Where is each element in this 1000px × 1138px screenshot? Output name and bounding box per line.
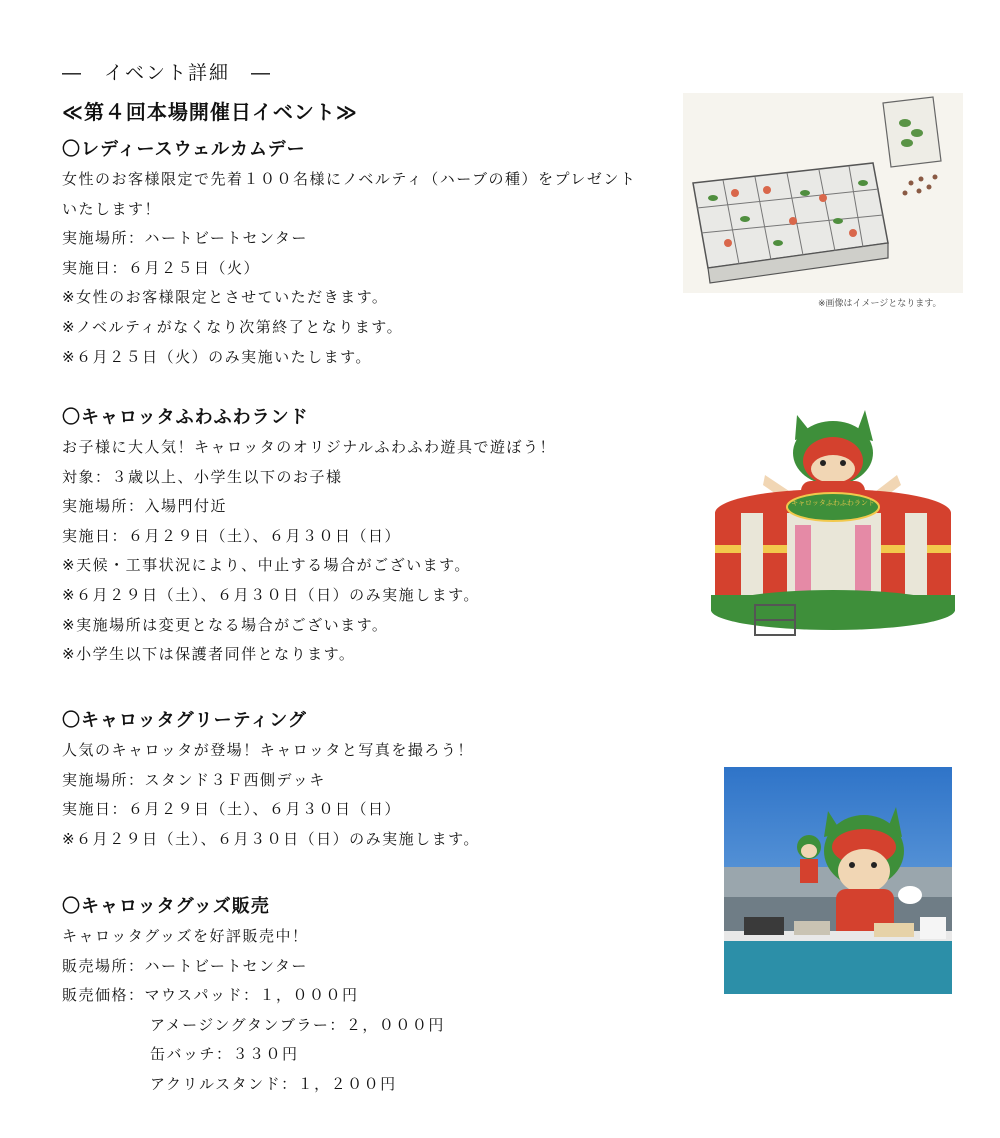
seed-tray-illustration xyxy=(683,93,963,293)
section-carrotta-fuwafuwa-land xyxy=(62,403,662,670)
section-carrotta-goods-sale xyxy=(62,892,662,1100)
bouncy-castle-photo xyxy=(705,405,957,655)
section-title: 〇キャロッタグリーティング xyxy=(62,710,307,731)
section-line: ※小学生以下は保護者同伴となります。 xyxy=(62,645,356,664)
section-line: 対象：３歳以上、小学生以下のお子様 xyxy=(62,467,343,486)
section-line: 実施場所：入場門付近 xyxy=(62,497,228,516)
section-line: 実施日：６月２５日（火） xyxy=(62,258,261,277)
price-line: 缶バッチ：３３０円 xyxy=(150,1045,299,1064)
section-line: ※６月２９日（土）、６月３０日（日）のみ実施します。 xyxy=(62,585,480,604)
section-title: 〇キャロッタグッズ販売 xyxy=(62,896,270,917)
section-line: 実施場所：ハートビートセンター xyxy=(62,229,308,248)
price-line: アメージングタンブラー：２，０００円 xyxy=(150,1015,445,1034)
section-line: ※６月２９日（土）、６月３０日（日）のみ実施します。 xyxy=(62,829,480,848)
section-line: 実施日：６月２９日（土）、６月３０日（日） xyxy=(62,800,402,819)
section-title: 〇キャロッタふわふわランド xyxy=(62,407,309,428)
greeting-photo xyxy=(724,767,952,994)
section-line: ※６月２５日（火）のみ実施いたします。 xyxy=(62,347,372,366)
bouncy-sign-text: キャロッタふわふわランド xyxy=(791,499,875,507)
section-line: 販売場所：ハートビートセンター xyxy=(62,956,308,975)
section-line: ※天候・工事状況により、中止する場合がございます。 xyxy=(62,556,471,575)
section-line: 実施場所：スタンド３Ｆ西側デッキ xyxy=(62,770,326,789)
event-subtitle: ≪第４回本場開催日イベント≫ xyxy=(62,100,358,124)
section-carrotta-greeting xyxy=(62,706,662,854)
section-ladies-welcome-day xyxy=(62,135,662,372)
price-line: 販売価格：マウスパッド：１，０００円 xyxy=(62,986,359,1005)
section-line: ※実施場所は変更となる場合がございます。 xyxy=(62,615,389,634)
section-line: お子様に大人気！キャロッタのオリジナルふわふわ遊具で遊ぼう！ xyxy=(62,438,556,456)
price-line: アクリルスタンド：１，２００円 xyxy=(150,1074,397,1093)
section-title: 〇レディースウェルカムデー xyxy=(62,139,306,160)
section-line: 女性のお客様限定で先着１００名様にノベルティ（ハーブの種）をプレゼントいたします！ xyxy=(62,170,637,218)
section-line: ※ノベルティがなくなり次第終了となります。 xyxy=(62,317,404,336)
section-line: 実施日：６月２９日（土）、６月３０日（日） xyxy=(62,526,402,545)
section-line: キャロッタグッズを好評販売中！ xyxy=(62,927,309,945)
page-title: ― イベント詳細 ― xyxy=(62,62,273,84)
section-line: ※女性のお客様限定とさせていただきます。 xyxy=(62,288,389,307)
section-line: 人気のキャロッタが登場！キャロッタと写真を撮ろう！ xyxy=(62,741,474,759)
image-caption: ※画像はイメージとなります。 xyxy=(818,299,942,309)
